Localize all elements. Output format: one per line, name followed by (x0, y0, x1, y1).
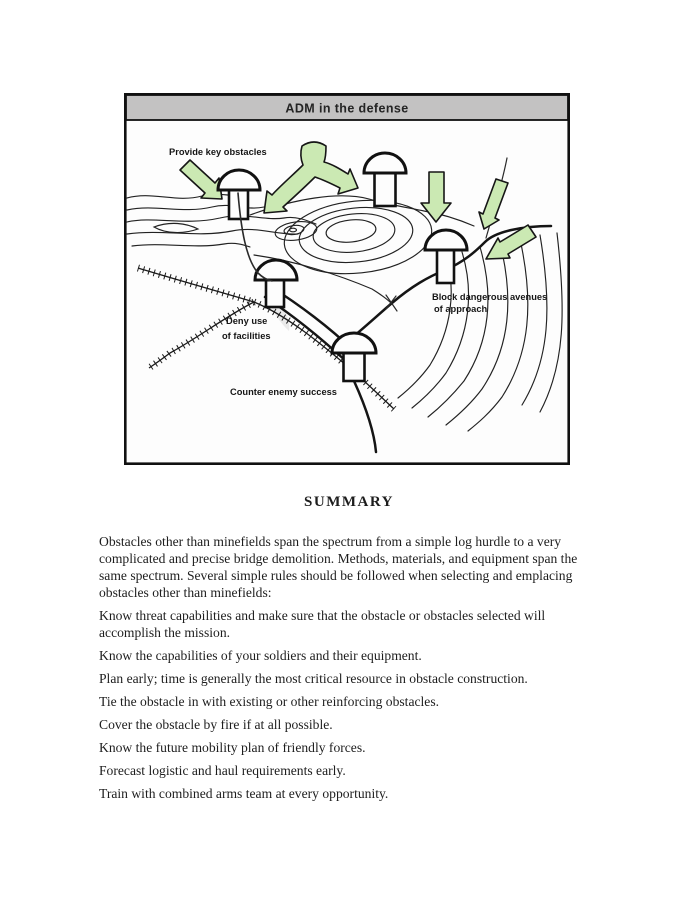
label-counter-enemy-success: Counter enemy success (230, 387, 337, 397)
summary-rule: Tie the obstacle in with existing or other reinforcing obstacles. (99, 694, 440, 709)
label-provide-key-obstacles: Provide key obstacles (169, 147, 267, 157)
summary-section (99, 494, 599, 808)
summary-rule: Plan early; time is generally the most critical resource in obstacle construction. (99, 671, 528, 686)
summary-rule: Train with combined arms team at every opportunity. (99, 786, 389, 801)
summary-rule: Know threat capabilities and make sure that the obstacle or obstacles selected will accomplish the mission. (99, 608, 546, 640)
figure-title: ADM in the defense (285, 101, 409, 116)
summary-rule: Know the capabilities of your soldiers and their equipment. (99, 648, 422, 663)
adm-defense-diagram (124, 93, 570, 465)
label-block-avenues-line2: of approach (434, 304, 488, 314)
label-deny-use-line2: of facilities (222, 331, 271, 341)
label-deny-use-line1: Deny use (226, 316, 268, 326)
summary-rule: Forecast logistic and haul requirements early. (99, 763, 346, 778)
label-block-avenues-line1: Block dangerous avenues (432, 292, 548, 302)
adm-defense-figure (124, 93, 570, 465)
summary-heading: SUMMARY (304, 494, 394, 510)
summary-intro-paragraph: Obstacles other than minefields span the spectrum from a simple log hurdle to a very complicated and precise bridge demolition. Methods, materials, and equipment span the same spectrum. Several simple rules should be followed when selecting and emplacing obstacles other than minefields: (99, 534, 578, 600)
summary-rule: Know the future mobility plan of friendly forces. (99, 740, 366, 755)
summary-rule: Cover the obstacle by fire if at all possible. (99, 717, 333, 732)
